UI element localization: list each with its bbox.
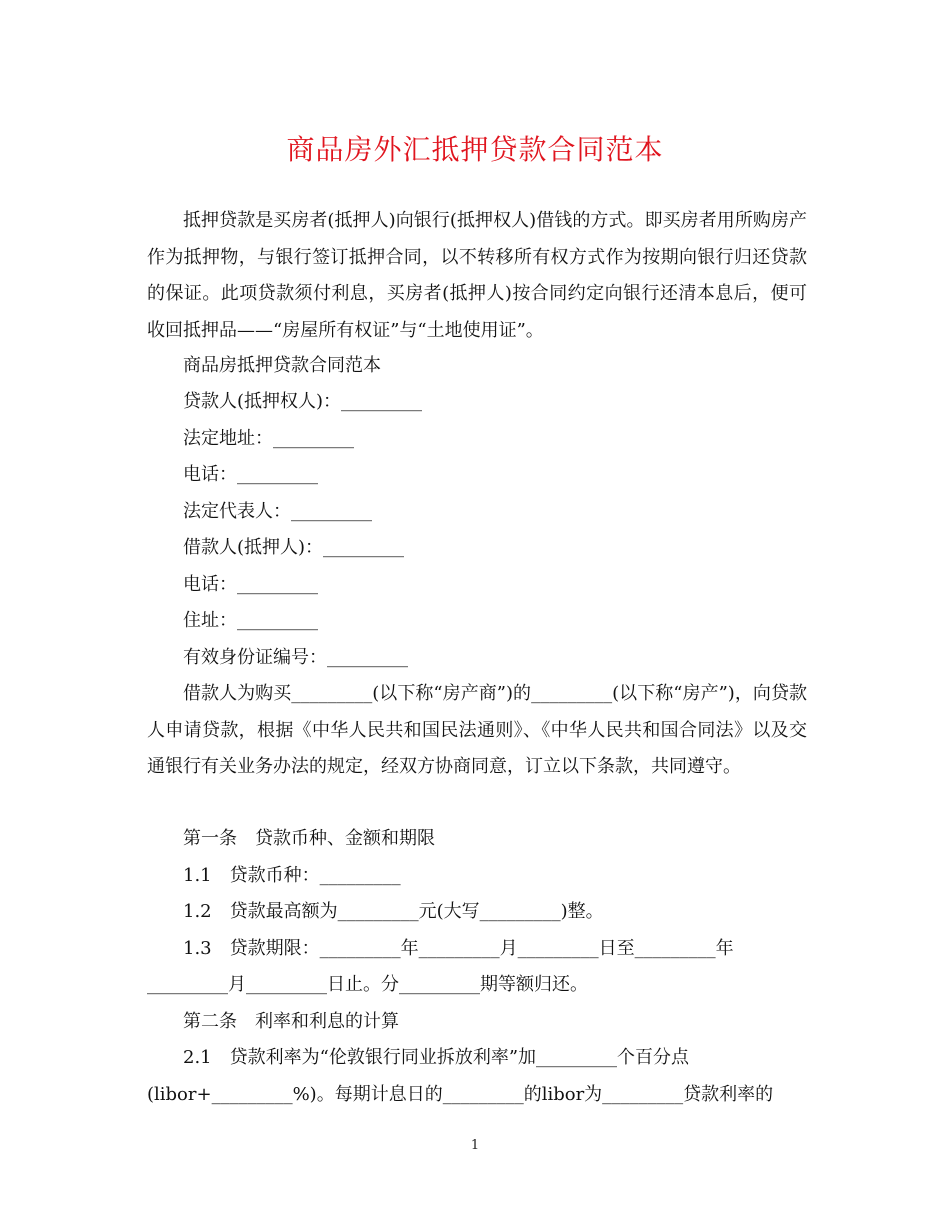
intro-paragraph: 抵押贷款是买房者(抵押人)向银行(抵押权人)借钱的方式。即买房者用所购房产作为抵押物，与银行签订抵押合同，以不转移所有权方式作为按期向银行归还贷款的保证。此项贷款须付利息，买房者(抵押人)按合同约定向银行还清本息后，便可收回抵押品——“房屋所有权证”与“土地使用证”。 [147,210,807,341]
legal-address-field: 法定地址：_________ [183,428,354,449]
id-number-field: 有效身份证编号：_________ [183,647,408,668]
article-1-heading: 第一条 贷款币种、金额和期限 [183,828,435,849]
clause-2-1-line-2: (libor+_________%)。每期计息日的_________的libor为_________贷款利率的 [147,1084,774,1105]
borrower-address-field: 住址：_________ [183,610,318,631]
borrower-field: 借款人(抵押人)：_________ [183,537,405,558]
article-2-heading: 第二条 利率和利息的计算 [183,1011,399,1032]
document-title: 商品房外汇抵押贷款合同范本 [286,133,664,166]
lender-field: 贷款人(抵押权人)：_________ [183,391,423,412]
clause-1-3-line-1: 1.3 贷款期限：_________年_________月_________日至_________年 [183,938,734,959]
lender-phone-field: 电话：_________ [183,464,318,485]
clause-1-1: 1.1 贷款币种：_________ [183,865,401,886]
contract-subtitle: 商品房抵押贷款合同范本 [183,355,381,376]
clause-1-2: 1.2 贷款最高额为_________元(大写_________)整。 [183,901,604,922]
preamble-paragraph: 借款人为购买_________(以下称“房产商”)的_________(以下称“房产”)，向贷款人申请贷款，根据《中华人民共和国民法通则》、《中华人民共和国合同法》以及交通银行有关业务办法的规定，经双方协商同意，订立以下条款，共同遵守。 [147,683,807,777]
borrower-phone-field: 电话：_________ [183,574,318,595]
legal-representative-field: 法定代表人：_________ [183,501,372,522]
clause-1-3-line-2: _________月_________日止。分_________期等额归还。 [147,974,588,995]
page-number: 1 [470,1138,480,1153]
clause-2-1-line-1: 2.1 贷款利率为“伦敦银行同业拆放利率”加_________个百分点 [183,1047,690,1068]
